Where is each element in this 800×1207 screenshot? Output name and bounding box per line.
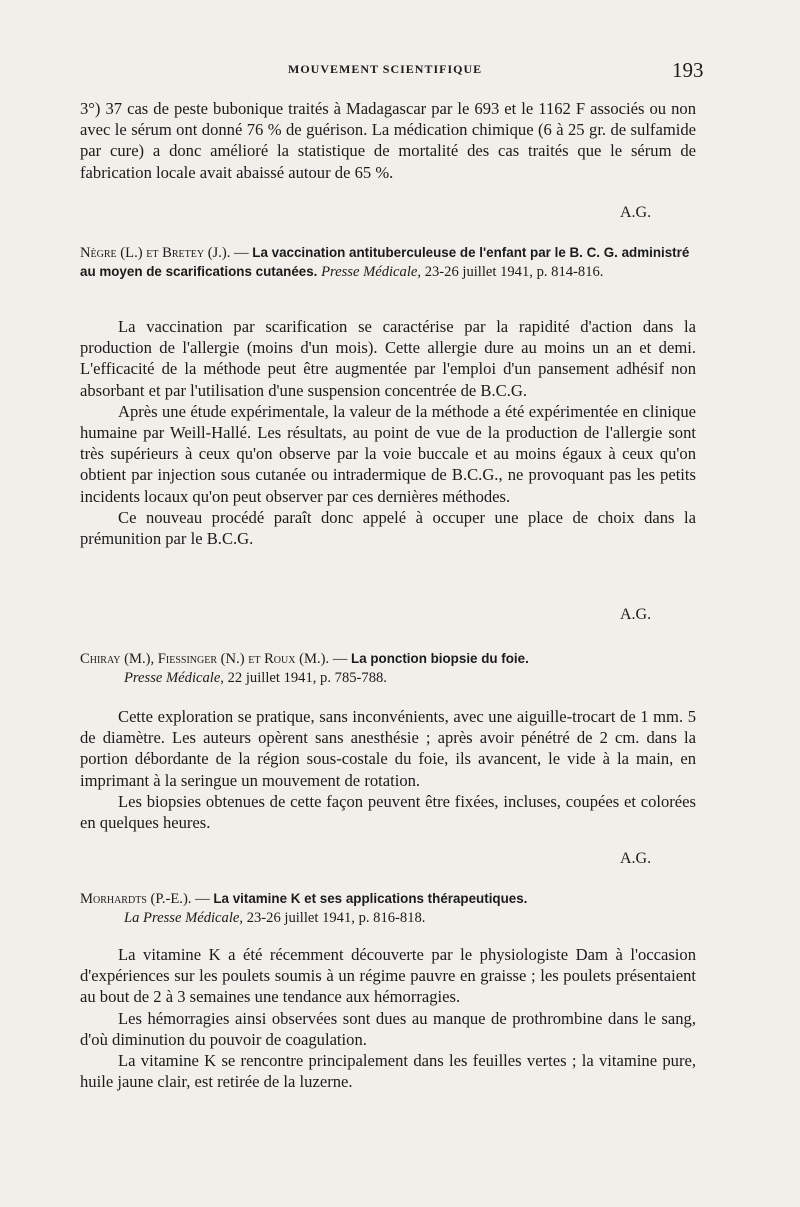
- article-body: [80, 706, 696, 833]
- body-paragraph: La vitamine K a été récemment découverte par le physiologiste Dam à l'occasion d'expériences sur les poulets soumis à un régime pauvre en graisse ; les poulets présentaient au bout de 2 à 3 semaines une tendance aux hémorragies.: [80, 945, 696, 1007]
- signature: A.G.: [620, 850, 652, 867]
- body-paragraph: La vitamine K se rencontre principalement dans les feuilles vertes ; la vitamine pure, huile jaune clair, est retirée de la luzerne.: [80, 1051, 696, 1092]
- signature: A.G.: [620, 606, 652, 623]
- article-reference: [80, 890, 700, 927]
- running-header: [0, 58, 800, 82]
- article-journal: La Presse Médicale,: [124, 909, 244, 926]
- body-paragraph: Les hémorragies ainsi observées sont dues au manque de prothrombine dans le sang, d'où diminution du pouvoir de coagulation.: [80, 1008, 696, 1049]
- article-citation: 23-26 juillet 1941, p. 816-818.: [246, 909, 426, 926]
- body-paragraph: Après une étude expérimentale, la valeur de la méthode a été expérimentée en clinique humaine par Weill-Hallé. Les résultats, au point de vue de la production de l'allergie sont très supérieurs à ceux qu'on observe par la voie buccale et au moins égaux à ceux qu'on obtient par injection sous cutanée ou intradermique de B.C.G., ne provoquant pas les petits incidents locaux qu'on peut observer par ces dernières méthodes.: [80, 401, 696, 506]
- body-paragraph: Cette exploration se pratique, sans inconvénients, avec une aiguille-trocart de 1 mm. 5 de diamètre. Les auteurs opèrent sans anesthésie ; après avoir pénétré de 2 cm. dans la portion débordante de la région sous-costale du foie, ils avancent, le vide à la main, en imprimant à la seringue un mouvement de rotation.: [80, 707, 696, 790]
- body-paragraph: La vaccination par scarification se caractérise par la rapidité d'action dans la production de l'allergie (moins d'un mois). Cette allergie dure au moins un an et demi. L'efficacité de la méthode peut être augmentée par l'emploi d'un pansement adhésif non absorbant et par l'utilisation d'une suspension concentrée de B.C.G.: [80, 317, 696, 400]
- continuation-paragraph: 3°) 37 cas de peste bubonique traités à Madagascar par le 693 et le 1162 F associés ou non avec le sérum ont donné 76 % de guérison. La médication chimique (6 à 25 gr. de sulfamide par cure) a donc amélioré la statistique de mortalité des cas traités que le sérum de fabrication locale avait abaissé autour de 65 %.: [80, 99, 696, 182]
- article-body: [80, 316, 696, 549]
- article-authors: Nègre (L.) et Bretey (J.). —: [80, 245, 249, 261]
- article-title: La vitamine K et ses applications thérapeutiques.: [213, 891, 528, 906]
- article-journal: Presse Médicale,: [321, 263, 422, 280]
- article-reference: [80, 650, 700, 687]
- body-paragraph: Ce nouveau procédé paraît donc appelé à occuper une place de choix dans la prémunition par le B.C.G.: [80, 507, 696, 549]
- article-title: La vaccination antituberculeuse de l'enfant par le B. C. G. administré au moyen de scarifications cutanées.: [80, 245, 690, 279]
- article-authors: Chiray (M.), Fiessinger (N.) et Roux (M.). —: [80, 651, 348, 667]
- body-paragraph: Les biopsies obtenues de cette façon peuvent être fixées, incluses, coupées et colorées en quelques heures.: [80, 791, 696, 833]
- article-authors: Morhardts (P.-E.). —: [80, 891, 210, 907]
- article-title: La ponction biopsie du foie.: [351, 651, 529, 666]
- signature: A.G.: [620, 204, 652, 221]
- running-title: MOUVEMENT SCIENTIFIQUE: [288, 62, 483, 76]
- article-citation: 23-26 juillet 1941, p. 814-816.: [424, 263, 604, 280]
- article-body: [80, 944, 696, 1092]
- continuation-block: [80, 98, 696, 183]
- article-reference: [80, 244, 700, 281]
- article-journal: Presse Médicale,: [124, 669, 224, 686]
- article-citation: 22 juillet 1941, p. 785-788.: [227, 669, 387, 686]
- page-number: 193: [672, 58, 704, 82]
